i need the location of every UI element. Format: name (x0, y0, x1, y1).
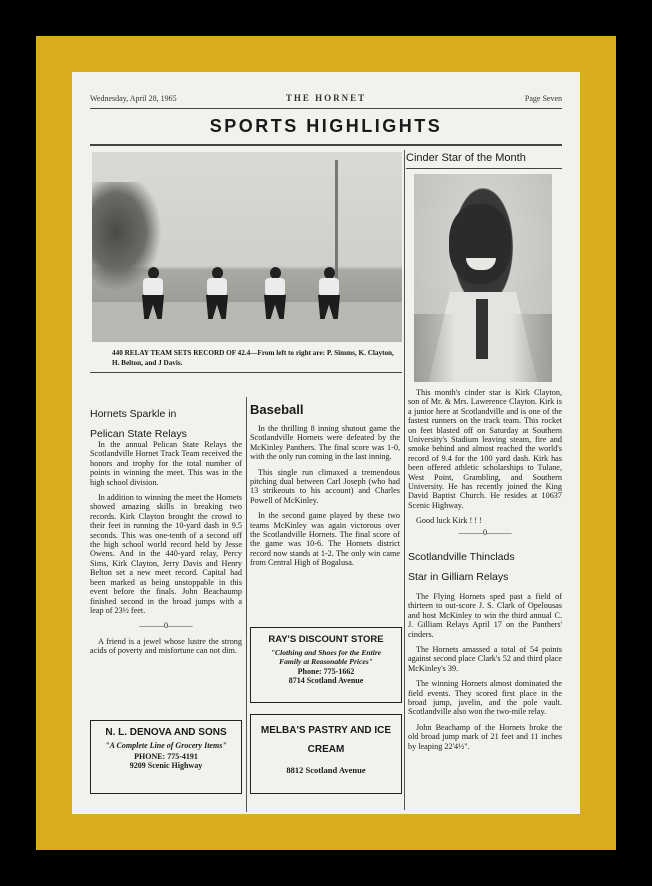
runner-figure (138, 267, 168, 322)
cinder-heading: Cinder Star of the Month (406, 152, 526, 164)
cinder-divider: ———0——— (458, 527, 512, 537)
thinclads-heading: Scotlandville Thinclads Star in Gilliam Relays (408, 551, 515, 583)
kirk-clayton-portrait (414, 174, 552, 382)
column-rule-right (404, 150, 405, 810)
cinder-column (408, 388, 562, 537)
thinclads-column: The Flying Hornets sped past a field of thirteen to out-score J. S. Clark of Opelousas and host McKinley to win the third annual C. J. Gilliam Relays April 17 on the Panthers' cinders. The Hornets amassed a total of 54 points against second place Clark's 52 and third place McKinley's 39. The winning Hornets almost dominated the field events. They scored first place in the broad jump, javelin, and the pole vault. Scotlandville also won the two-mile relay. John Beachamp of the Hornets broke the old broad jump mark of 21 feet and 11 inches by leaping 22'4½". (408, 592, 562, 751)
hornets-column: In the annual Pelican State Relays the Scotlandville Hornet Track Team received the honors and trophy for the total number of points in winning the meet. This was in the high school division. In addition to winning the meet the Hornets showed amazing skills in breaking two records. Kirk Clayton brought the crowd to their feet in running the 10-yard dash in 9.5 seconds. This was one-tenth of a second off the high school world record held by Jesse Owens. And in the 440-yard relay, Percy Sims, Kirk Clayton, Jerry Davis and Henry Belton set a new meet record. Capital had been marked as being unstoppable in this event before the finals. John Beachaump finished second in the broad jumps with a leap of 23½ feet. ———0——— A friend is a jewel whose lustre the strong acids of poverty and misfortune can not dim. (90, 440, 242, 656)
baseball-heading: Baseball (250, 402, 304, 417)
baseball-column: In the thrilling 8 inning shutout game the Scotlandville Hornets were defeated by the McKinley Panthers. The final score was 1-0, with the only run coming in the last inning. This single run climaxed a tremendous pitching dual between Carl Joseph (who had 13 strikeouts to his account) and Charles Powell of McKinley. In the second game played by these two teams McKinley was again victorous over the Scotlandville Hornets. The final score of the game was 10-6. The Hornets district record now stands at 1-2. The only win came from Central High of Bogalusa. (250, 424, 400, 568)
cinder-body: This month's cinder star is Kirk Clayton, son of Mr. & Mrs. Lawerence Clayton. Kirk is a junior here at Scotlandville and is one of the fastest runners on the track team. This rocket on feet blasted off on Saturday at Southern University's Stadium leaving steam, fire and smoke behind and almost reached the world's record of 9.4 for the 100 yard dash. Kirk has been offered athletic scholarships to Tulane, West Point, Grambling, and Southern University. He has recently joined the King David Baptist Church. He resides at 10637 Scenic Highway. (408, 388, 562, 510)
runner-figure (314, 267, 344, 322)
header-rule (90, 108, 562, 109)
caption-rule (90, 372, 402, 373)
quote: A friend is a jewel whose lustre the strong acids of poverty and misfortune can not dim. (90, 636, 242, 656)
page-number: Page Seven (524, 94, 562, 103)
runner-figure (202, 267, 232, 322)
section-title: SPORTS HIGHLIGHTS (209, 116, 443, 136)
issue-date: Wednesday, April 28, 1965 (90, 94, 177, 103)
rays-ad: RAY'S DISCOUNT STORE "Clothing and Shoes for the Entire Family at Reasonable Prices" Phone: 775-1662 8714 Scotland Avenue (250, 627, 402, 703)
column-rule-left (246, 397, 247, 812)
photo-caption: 440 RELAY TEAM SETS RECORD OF 42.4—From left to right are: P. Simms, K. Clayton, H. Belton, and J Davis. (112, 349, 394, 367)
title-rule (90, 144, 562, 146)
relay-team-photo (92, 152, 402, 342)
denova-ad: N. L. DENOVA AND SONS "A Complete Line of Grocery Items" PHONE: 775-4191 9209 Scenic Highway (90, 720, 242, 794)
melba-ad: MELBA'S PASTRY AND ICE CREAM 8812 Scotland Avenue (250, 714, 402, 794)
cinder-rule (406, 168, 562, 169)
paper-name: THE HORNET (285, 93, 367, 103)
newspaper-page (72, 72, 580, 814)
hornets-heading: Hornets Sparkle in Pelican State Relays (90, 408, 187, 440)
runner-figure (260, 267, 290, 322)
cinder-closing: Good luck Kirk ! ! ! (416, 516, 482, 526)
